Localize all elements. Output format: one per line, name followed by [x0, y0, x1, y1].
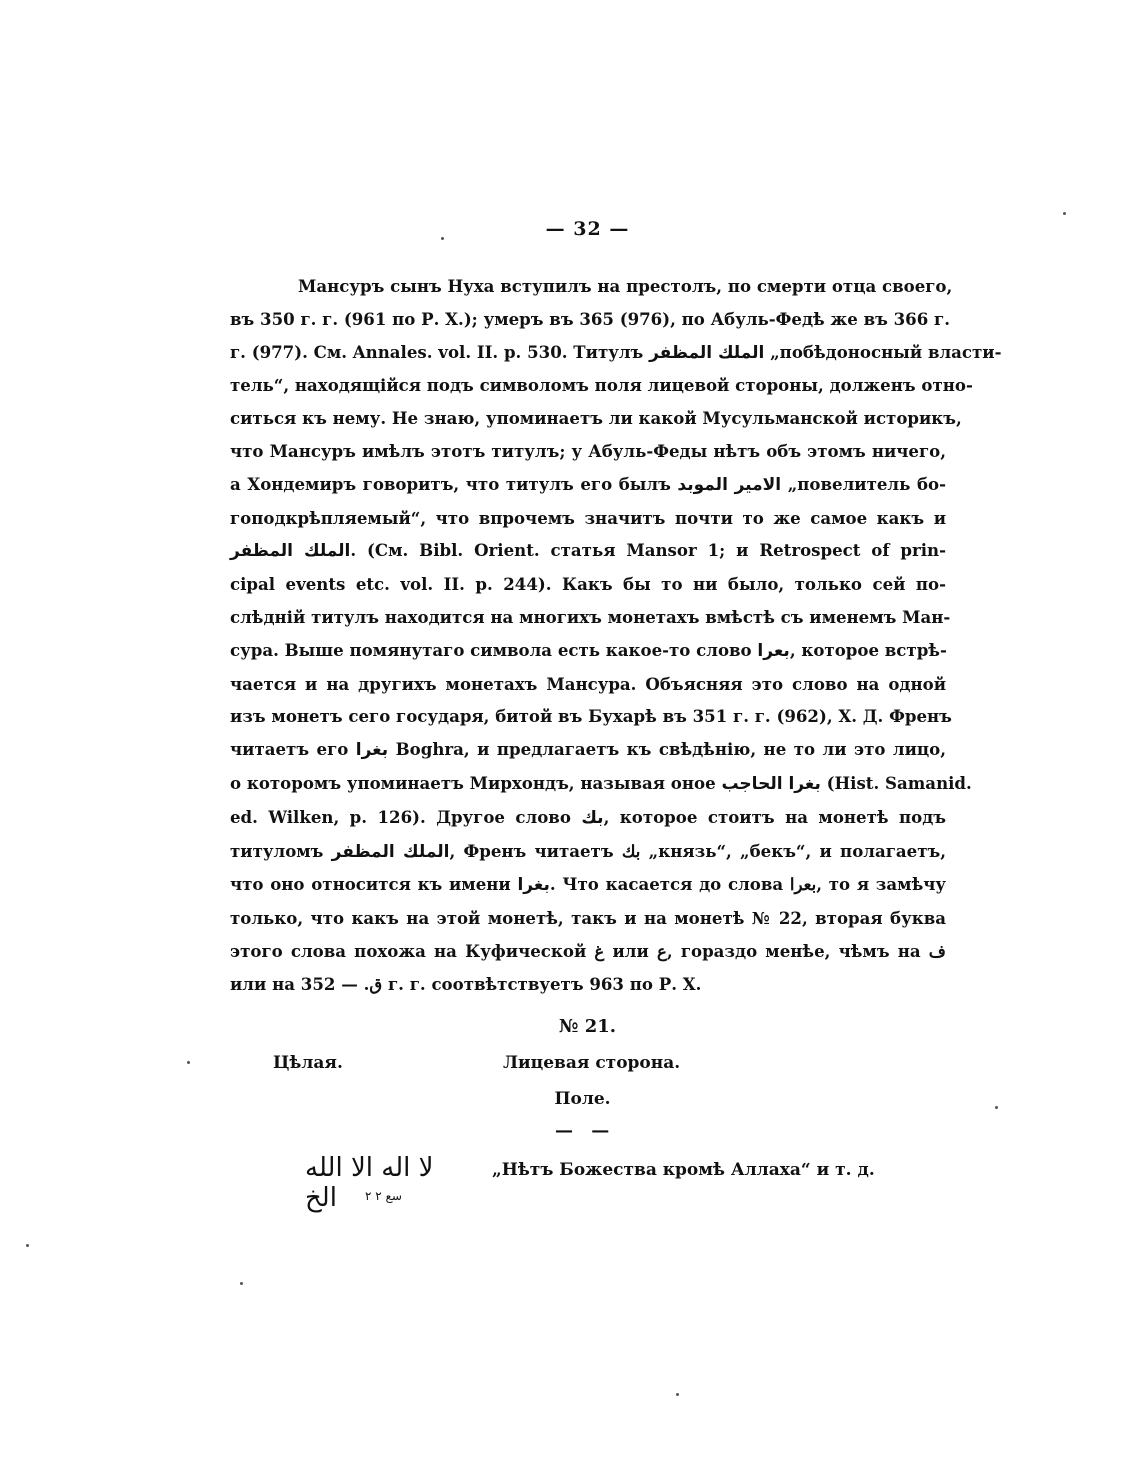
text-line — [230, 336, 1002, 370]
text-line-prefix: что оно относится къ имени — [230, 874, 511, 895]
text-line — [230, 534, 946, 568]
text-line-content: что Мансуръ имѣлъ этотъ титулъ; у Абуль-Феды нѣтъ объ этомъ ничего, — [230, 440, 946, 461]
text-line-prefix: читаетъ его — [230, 739, 349, 760]
text-line — [230, 634, 946, 668]
scan-speck — [187, 1061, 190, 1064]
text-line-content: Мансуръ сынъ Нуха вступилъ на престолъ, по смерти отца своего, — [298, 276, 953, 296]
scan-speck — [240, 1282, 243, 1285]
text-line — [230, 668, 946, 701]
text-line — [230, 835, 946, 869]
text-line — [230, 435, 946, 468]
arabic-term: بعرا — [757, 640, 790, 661]
text-line — [230, 468, 946, 502]
text-line-prefix: о которомъ упоминаетъ Мирхондъ, называя оное — [230, 772, 716, 793]
text-line-content: этого слова похожа на Куфической غ или ع, гораздо менѣе, чѣмъ на ف — [230, 940, 946, 961]
arabic-term: بك — [581, 807, 604, 828]
text-line-suffix: (Hist. Samanid. — [826, 772, 972, 793]
scan-speck — [676, 1393, 679, 1396]
text-line-content: гоподкрѣпляемый“, что впрочемъ значитъ почти то же самое какъ и — [230, 507, 946, 528]
text-line — [230, 935, 946, 968]
text-line-suffix: , Френъ читаетъ ﺑﻚ „князь“, „бекъ“, и полагаетъ, — [449, 840, 946, 861]
arabic-term: الملك المظفر — [331, 841, 450, 862]
arabic-term: بغرا — [517, 875, 550, 896]
arabic-term: الامير الموبد — [677, 474, 782, 495]
text-line-content: только, что какъ на этой монетѣ, такъ и на монетѣ № 22, вторая буква — [230, 908, 946, 929]
body-paragraph — [230, 270, 1002, 1001]
text-line-content: изъ монетъ сего государя, битой въ Бухарѣ въ 351 г. г. (962), Х. Д. Френъ — [230, 706, 952, 727]
text-line-content: чается и на другихъ монетахъ Мансура. Объясняя это слово на одной — [230, 673, 946, 694]
text-line — [230, 601, 951, 634]
coin-side-heading: Лицевая сторона. — [503, 1053, 681, 1073]
text-line-suffix: Boghra, и предлагаетъ къ свѣдѣнію, не то ли это лицо, — [395, 739, 947, 760]
arabic-term: بغرا الحاجب — [721, 773, 821, 794]
text-line — [230, 700, 952, 733]
arabic-legend — [305, 1153, 450, 1213]
field-dashes: — — — [555, 1120, 616, 1141]
text-line-suffix: . (См. Bibl. Orient. статья Mansor 1; и Retrospect of prin- — [350, 540, 947, 561]
text-line-content: тель“, находящійся подъ символомъ поля лицевой стороны, долженъ отно- — [230, 375, 973, 396]
text-line-suffix: „побѣдоносный власти- — [770, 341, 1002, 362]
text-line — [230, 868, 946, 902]
text-line — [230, 801, 946, 835]
arabic-legend-text: لا اله الا الله الخ — [305, 1153, 434, 1213]
text-line — [230, 270, 953, 303]
text-line — [230, 968, 946, 1001]
text-line — [230, 502, 946, 535]
text-line-suffix: , которое стоитъ на монетѣ подъ — [603, 806, 946, 827]
legend-translation: „Нѣтъ Божества кромѣ Аллаха“ и т. д. — [492, 1160, 875, 1180]
text-line-content: въ 350 г. г. (961 по Р. Х.); умеръ въ 365 (976), по Абуль-Федѣ же въ 366 г. — [230, 308, 950, 329]
arabic-term: الملك المظفر — [649, 342, 765, 363]
coin-number-heading: № 21. — [558, 1016, 617, 1037]
arabic-legend-marks: سع ٢ ٢ — [365, 1189, 402, 1203]
text-line-content: или на ق. — 352 г. г. соотвѣтствуетъ 963 по Р. Х. — [230, 973, 702, 994]
scan-speck — [1063, 212, 1066, 215]
text-line-prefix: ed. Wilken, p. 126). Другое слово — [230, 806, 571, 827]
text-line — [230, 402, 962, 435]
text-line — [230, 733, 946, 767]
text-line-content: слѣдній титулъ находится на многихъ монетахъ вмѣстѣ съ именемъ Ман- — [230, 606, 951, 627]
text-line-content: ситься къ нему. Не знаю, упоминаетъ ли какой Мусульманской историкъ, — [230, 408, 962, 429]
coin-condition: Цѣлая. — [273, 1053, 343, 1073]
arabic-term: بغرا — [355, 740, 389, 761]
text-line-prefix: а Хондемиръ говоритъ, что титулъ его былъ — [230, 473, 671, 494]
text-line-suffix: , которое встрѣ- — [789, 639, 947, 660]
text-line-prefix: г. (977). См. Annales. vol. II. p. 530. Титулъ — [230, 341, 644, 362]
text-line-prefix: титуломъ — [230, 840, 324, 861]
text-line-content: cipal events etc. vol. II. p. 244). Какъ бы то ни было, только сей по- — [230, 574, 946, 595]
text-line-suffix: . Что касается до слова بعرا, то я замѣчу — [549, 874, 946, 895]
coin-field-heading: Поле. — [554, 1089, 611, 1109]
page-number: — 32 — — [545, 218, 630, 240]
arabic-term: الملك المظفر — [230, 541, 351, 562]
scan-speck — [26, 1244, 29, 1247]
text-line — [230, 369, 973, 402]
text-line — [230, 303, 950, 336]
text-line-prefix: сура. Выше помянутаго символа есть какое-то слово — [230, 639, 752, 660]
scan-speck — [441, 237, 444, 240]
text-line — [230, 568, 946, 601]
text-line-suffix: „повелитель бо- — [787, 473, 946, 494]
scan-speck — [995, 1106, 998, 1109]
text-line — [230, 767, 972, 801]
text-line — [230, 902, 946, 935]
